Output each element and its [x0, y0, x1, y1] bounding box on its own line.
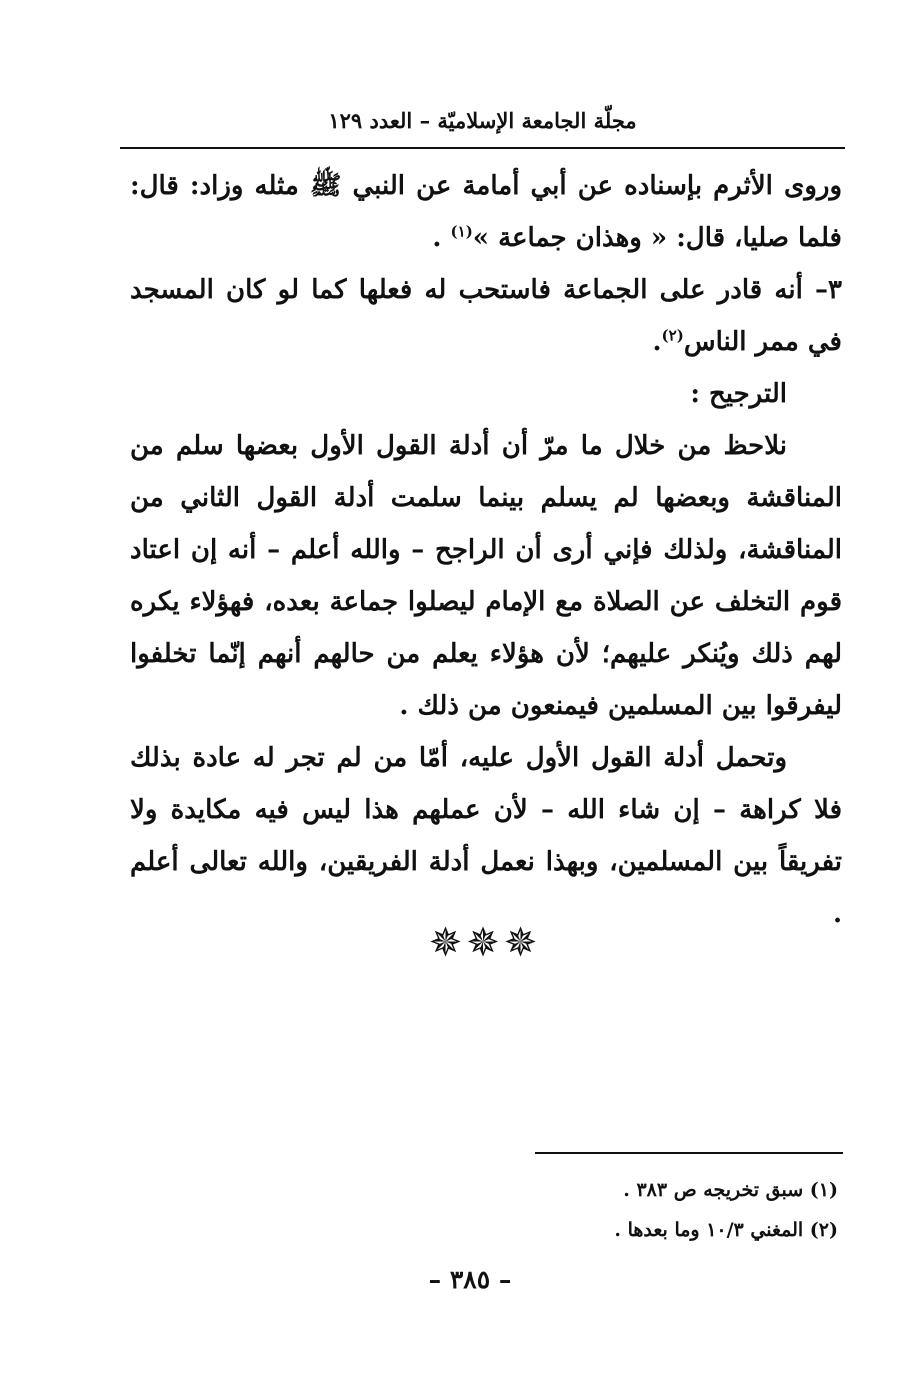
footnote-ref-1[interactable]: (١) — [450, 222, 473, 241]
footnote-1: (١) سبق تخريجه ص ٣٨٣ . — [623, 1179, 838, 1201]
paragraph-end: . — [432, 223, 451, 253]
section-heading-tarjih: الترجيح : — [690, 379, 787, 409]
running-header: مجلّة الجامعة الإسلاميّة – العدد ١٢٩ — [328, 108, 637, 133]
paragraph-conclusion: وتحمل أدلة القول الأول عليه، أمّا من لم تجر له عادة بذلك فلا كراهة – إن شاء الله – لأن عملهم هذا ليس فيه مكايدة ولا تفريقاً بين المسلمين، وبهذا نعمل أدلة الفريقين، والله تعالى أعلم . — [130, 743, 842, 929]
footnotes — [440, 1170, 838, 1250]
section-end-ornament: ✵✵✵ — [428, 920, 542, 966]
header-divider — [120, 147, 845, 149]
main-text — [130, 160, 842, 940]
paragraph-point-3 — [130, 264, 842, 368]
paragraph-end: . — [652, 327, 662, 357]
footnote-ref-2[interactable]: (٢) — [661, 326, 684, 345]
footnote-2: (٢) المغني ١٠/٣ وما بعدها . — [614, 1219, 838, 1241]
paragraph-text: وروى الأثرم بإسناده عن أبي أمامة عن النبي ﷺ مثله وزاد: قال: فلما صليا، قال: « وهذان جماعة » — [130, 171, 842, 253]
paragraph-athram-narration — [130, 160, 842, 264]
paragraph-text: ٣– أنه قادر على الجماعة فاستحب له فعلها كما لو كان المسجد في ممر الناس — [130, 275, 842, 357]
paragraph-tarjih: نلاحظ من خلال ما مرّ أن أدلة القول الأول بعضها سلم من المناقشة وبعضها لم يسلم بينما سلمت أدلة القول الثاني من المناقشة، ولذلك فإني أرى أن الراجح – والله أعلم – أنه إن اعتاد قوم التخلف عن الصلاة مع الإمام ليصلوا جماعة بعده، فهؤلاء يكره لهم ذلك ويُنكر عليهم؛ لأن هؤلاء يعلم من حالهم أنهم إنّما تخلفوا ليفرقوا بين المسلمين فيمنعون من ذلك . — [130, 431, 842, 721]
page-number: – ٣٨٥ – — [428, 1265, 512, 1294]
footnote-divider — [535, 1152, 843, 1154]
